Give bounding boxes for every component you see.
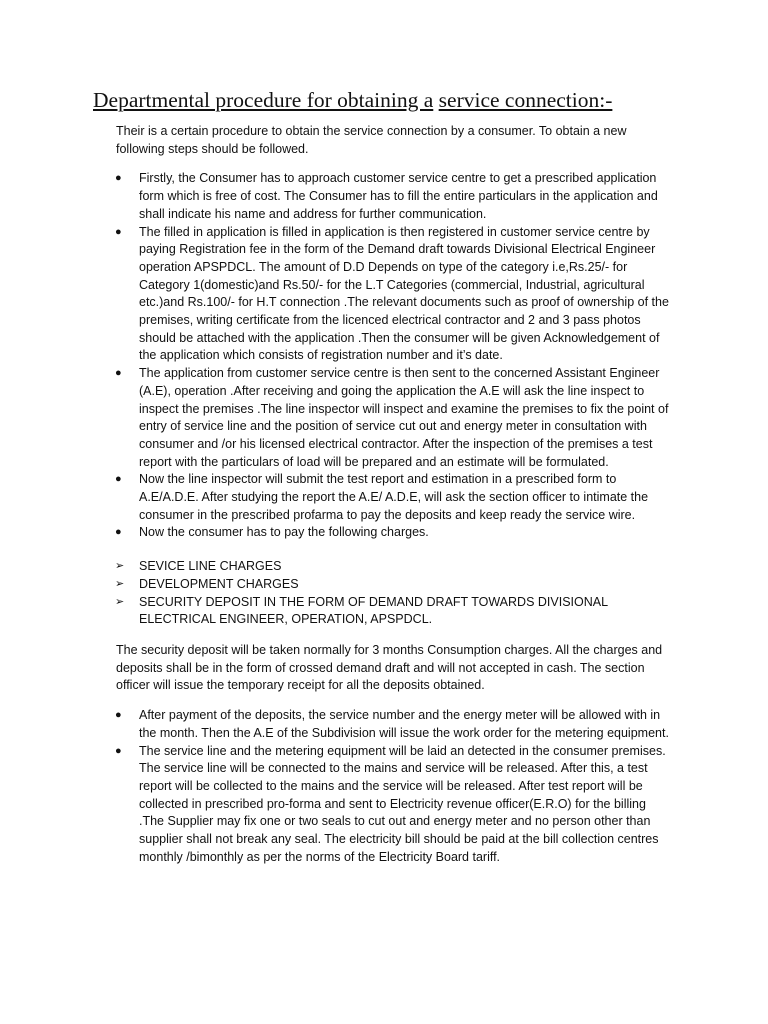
step-text: The service line and the metering equipment will be laid an detected in the consumer premises. The service line will be connected to the mains and service will be released. After this, a test report will be collected to the mains and the service will be released. After test report will be collected in prescribed pro-forma and sent to Electricity revenue officer(E.R.O) for the billing .The Supplier may fix one or two seals to cut out and energy meter and no person other than supplier shall not break any seal. The electricity bill should be paid at the bill collection centres monthly /bimonthly as per the norms of the Electricity Board tariff. xyxy=(139,743,666,864)
charge-text: SECURITY DEPOSIT IN THE FORM OF DEMAND DRAFT TOWARDS DIVISIONAL ELECTRICAL ENGINEER, OPERATION, APSPDCL. xyxy=(139,594,608,627)
final-steps-list xyxy=(93,707,673,866)
charge-text: SEVICE LINE CHARGES xyxy=(139,559,282,574)
list-item xyxy=(115,558,673,576)
list-item xyxy=(115,170,673,223)
step-text: The application from customer service centre is then sent to the concerned Assistant Engineer (A.E), operation .After receiving and going the application the A.E will ask the line inspect to inspect the premises .The line inspector will inspect and examine the premises to fix the point of entry of service line and the position of service cut out and energy meter in consultation with consumer and /or his licensed electrical contractor. After the inspection of the premises a test report with the particulars of load will be prepared and an estimate will be formulated. xyxy=(139,366,669,469)
list-item xyxy=(115,707,673,742)
spacer xyxy=(93,542,673,558)
arrow-icon: ➢ xyxy=(115,577,125,590)
steps-list xyxy=(93,170,673,542)
security-paragraph: The security deposit will be taken normally for 3 months Consumption charges. All the charges and deposits shall be in the form of crossed demand draft and will not accepted in cash. The section officer will issue the temporary receipt for all the deposits obtained. xyxy=(116,642,663,693)
arrow-icon: ➢ xyxy=(115,595,125,608)
step-text: Now the consumer has to pay the following charges. xyxy=(139,525,429,540)
bullet-icon: ● xyxy=(115,744,122,757)
title-part-2: service connection:- xyxy=(438,88,613,112)
list-item xyxy=(115,743,673,867)
list-item xyxy=(115,594,673,629)
arrow-icon: ➢ xyxy=(115,560,125,573)
list-item xyxy=(115,471,673,524)
document-page xyxy=(93,86,673,866)
intro-paragraph: Their is a certain procedure to obtain the service connection by a consumer. To obtain a new following steps should be followed. xyxy=(116,124,627,156)
bullet-icon: ● xyxy=(115,172,122,185)
bullet-icon: ● xyxy=(115,367,122,380)
step-text: Firstly, the Consumer has to approach customer service centre to get a prescribed application form which is free of cost. The Consumer has to fill the entire particulars in the application and shall indicate his name and address for further communication. xyxy=(139,171,658,221)
list-item xyxy=(115,576,673,594)
bullet-icon: ● xyxy=(115,709,122,722)
title-part-1: Departmental procedure for obtaining a xyxy=(93,88,434,112)
charges-list xyxy=(93,558,673,629)
list-item xyxy=(115,365,673,471)
spacer xyxy=(93,695,673,707)
page-title xyxy=(93,86,673,114)
list-item xyxy=(115,224,673,366)
bullet-icon: ● xyxy=(115,473,122,486)
bullet-icon: ● xyxy=(115,526,122,539)
spacer xyxy=(93,629,673,642)
bullet-icon: ● xyxy=(115,225,122,238)
document-body xyxy=(93,123,673,866)
step-text: After payment of the deposits, the service number and the energy meter will be allowed with in the month. Then the A.E of the Subdivision will issue the work order for the metering equipment. xyxy=(139,708,669,740)
list-item xyxy=(115,524,673,542)
step-text: The filled in application is filled in application is then registered in customer service centre by paying Registration fee in the form of the Demand draft towards Divisional Electrical Engineer operation APSPDCL. The amount of D.D Depends on type of the category i.e,Rs.25/- for Category 1(domestic)and Rs.50/- for the L.T Categories (commercial, Industrial, agricultural etc.)and Rs.100/- for H.T connection .The relevant documents such as proof of ownership of the premises, writing certificate from the licenced electrical contractor and 2 and 3 pass photos should be attached with the application .Then the consumer will be given Acknowledgement of the application which consists of registration number and it’s date. xyxy=(139,224,669,363)
step-text: Now the line inspector will submit the test report and estimation in a prescribed form to A.E/A.D.E. After studying the report the A.E/ A.D.E, will ask the section officer to intimate the consumer in the prescribed profarma to pay the deposits and keep ready the service wire. xyxy=(139,472,649,522)
charge-text: DEVELOPMENT CHARGES xyxy=(139,576,299,591)
